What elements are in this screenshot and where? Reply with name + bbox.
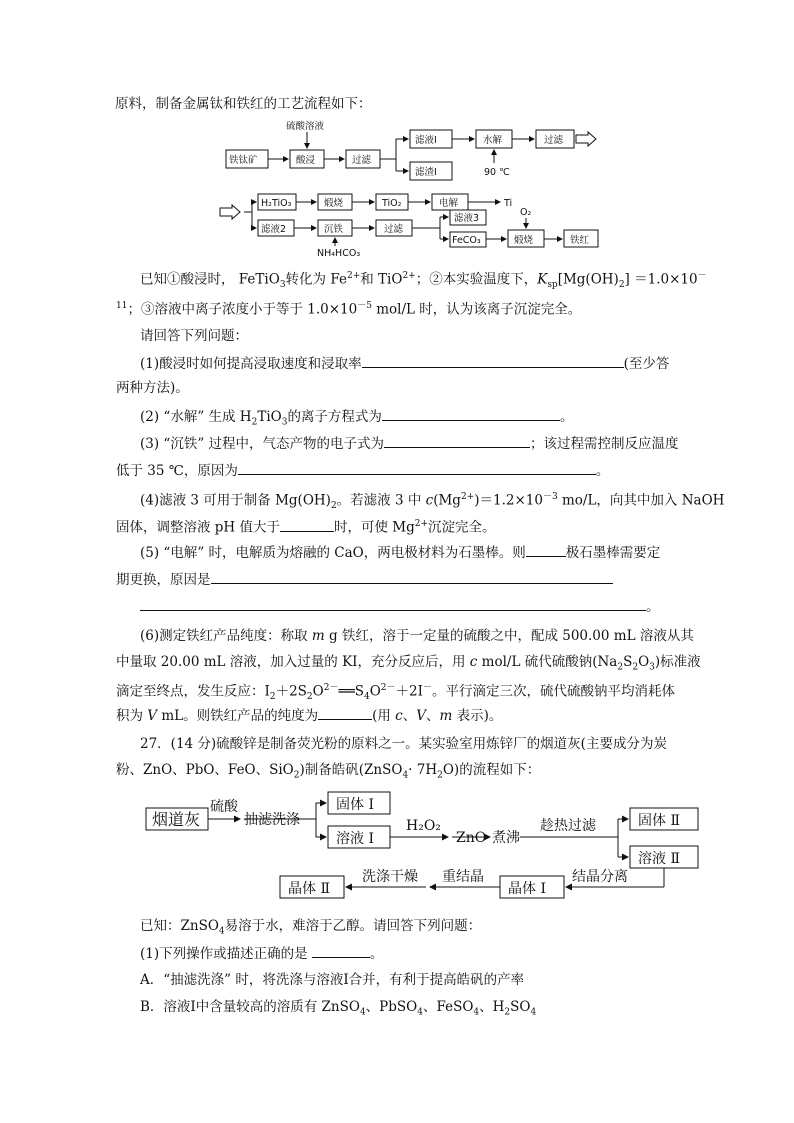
flow2-solution-2: 溶液 Ⅱ [638,851,680,867]
flow2-solution-1: 溶液 Ⅰ [336,831,374,847]
answer-blank-1[interactable] [362,353,624,368]
flow2-wash-dry: 洗涤干燥 [362,869,418,885]
flow1-residue1: 滤渣Ⅰ [415,167,437,178]
question-5-cont2: 。 [140,596,660,617]
flow1-acid-label: 硫酸溶液 [286,121,325,132]
question-27-cont: 粉、ZnO、PbO、FeO、SiO$_2$)制备皓矾(ZnSO$_4$· $7H_2O$)的流程如下： [116,762,541,781]
flow2-crystal-1: 晶体 Ⅰ [508,881,546,897]
option-b: B．溶液Ⅰ中含量较高的溶质有 ZnSO$_4$、PbSO$_4$、FeSO$_4$、$H_2SO_4$ [140,999,537,1018]
flow1-filter: 过滤 [352,155,372,166]
flow1-feco3: FeCO₃ [452,235,481,246]
question-1: (1)酸浸时如何提高浸取速度和浸取率 (至少答 [140,353,669,374]
flow1-hydrolysis: 水解 [483,135,503,146]
question-2: (2) “水解” 生成 $H_2TiO_3$的离子方程式为 。 [140,406,573,433]
intro-text: 原料，制备金属钛和铁红的工艺流程如下： [115,96,372,112]
question-27-known: 已知：ZnSO$_4$易溶于水，难溶于乙醇。请回答下列问题： [140,918,482,937]
question-27-part-1: (1)下列操作或描述正确的是 。 [140,943,383,964]
flow1-filtrate3: 滤液3 [454,213,480,224]
flow2-suction-filter: 抽滤洗涤 [244,812,300,828]
answer-blank-27-1[interactable] [312,943,370,958]
question-6-line-2: 中量取 20.00 mL 溶液，加入过量的 KI，充分反应后，用 c mol/L 硫代硫酸钠$(Na_2S_2O_3)$标准液 [116,654,701,673]
flow1-ore: 铁钛矿 [229,155,258,166]
flow2-acid: 硫酸 [210,799,238,815]
answer-blank-3a[interactable] [384,433,530,448]
question-6: (6)测定铁红产品纯度：称取 m g 铁红，溶于一定量的硫酸之中，配成 500.00 mL 溶液从其 [140,628,694,644]
answer-blank-3b[interactable] [238,460,596,475]
known-line-1: 已知①酸浸时， FeTiO$_3$转化为 $Fe^{2+}$和 TiO$^{2+}$；②本实验温度下，$K_{sp}[Mg(OH)_2] =1.0\times 10^-$ [140,271,707,291]
flow2-h2o2: H₂O₂ [406,818,441,834]
question-3-cont: 低于 35 ℃，原因为 。 [116,460,609,481]
flow2-crystal-2: 晶体 Ⅱ [288,881,330,897]
question-1-cont: 两种方法)。 [116,380,189,396]
known-line-2: $^{11}$；③溶液中离子浓度小于等于 $1.0\times 10^{-5}$ mol/L 时，认为该离子沉淀完全。 [116,301,582,318]
flow2-recrystallize: 重结晶 [442,869,484,885]
ask-text: 请回答下列问题： [140,328,248,344]
flow2-solid-1: 固体 Ⅰ [336,797,374,813]
flow1-calcine2: 煅烧 [514,235,534,246]
flow2-solid-2: 固体 Ⅱ [638,813,680,829]
flow1-filtrate2: 滤液2 [261,224,287,235]
question-5-cont: 期更换，原因是 [116,569,613,590]
flow1-temp: 90 ℃ [484,167,510,178]
flow1-nh4hco3: NH₄HCO₃ [317,248,361,258]
option-a: A．“抽滤洗涤” 时，将洗涤与溶液Ⅰ合并，有利于提高皓矾的产率 [140,972,525,988]
answer-blank-5b[interactable] [211,569,613,584]
flow-chart-2 [140,786,710,906]
flow1-precip-iron: 沉铁 [324,224,344,235]
answer-blank-6[interactable] [318,705,372,720]
flow1-leach: 酸浸 [296,155,316,166]
flow1-calcine: 煅烧 [324,198,344,209]
answer-blank-2[interactable] [382,406,560,421]
flow-chart-1 [200,118,620,258]
answer-blank-5c[interactable] [140,596,646,611]
flow1-tio2: TiO₂ [382,198,402,209]
flow2-boil: 煮沸 [492,830,520,846]
question-5: (5) “电解” 时，电解质为熔融的 CaO，两电极材料为石墨棒。则 极石墨棒需要定 [140,542,660,563]
answer-blank-5a[interactable] [526,542,566,557]
question-27: 27．(14 分)硫酸锌是制备荧光粉的原料之一。某实验室用炼锌厂的烟道灰(主要成分为炭 [140,736,667,752]
flow1-filter2: 过滤 [544,135,564,146]
flow2-crystallize: 结晶分离 [572,869,628,885]
question-4: (4)滤液 3 可用于制备 $Mg(OH)_2$。若滤液 3 中 $c(Mg^{2+})=1.2\times 10^{-3}$ mo/L，向其中加入 NaOH [140,492,725,512]
flow1-h2tio3: H₂TiO₃ [261,198,292,209]
flow2-hot-filter: 趁热过滤 [540,818,596,834]
flow1-filtrate1: 滤液Ⅰ [415,135,437,146]
flow1-ti: Ti [504,198,513,209]
question-4-cont: 固体，调整溶液 pH 值大于 时，可使 $Mg^{2+}$沉淀完全。 [116,514,496,538]
answer-blank-4[interactable] [280,517,334,532]
flow1-filter3: 过滤 [384,224,404,235]
question-3: (3) “沉铁” 过程中，气态产物的电子式为 ；该过程需控制反应温度 [140,433,679,454]
question-6-line-4: 积为 V mL。则铁红产品的纯度为 (用 c、V、m 表示)。 [116,705,502,726]
flow1-o2: O₂ [520,207,532,218]
question-6-line-3: 滴定至终点，发生反应：$I_2+2S_2O^{2-}══S_4O^{2-}+2I^-$。平行滴定三次，硫代硫酸钠平均消耗体 [116,683,675,703]
flow2-flue-ash: 烟道灰 [152,810,201,829]
flow1-iron-red: 铁红 [570,235,590,246]
flow1-electrolysis: 电解 [439,198,459,209]
flow2-zno: ZnO [456,830,487,846]
